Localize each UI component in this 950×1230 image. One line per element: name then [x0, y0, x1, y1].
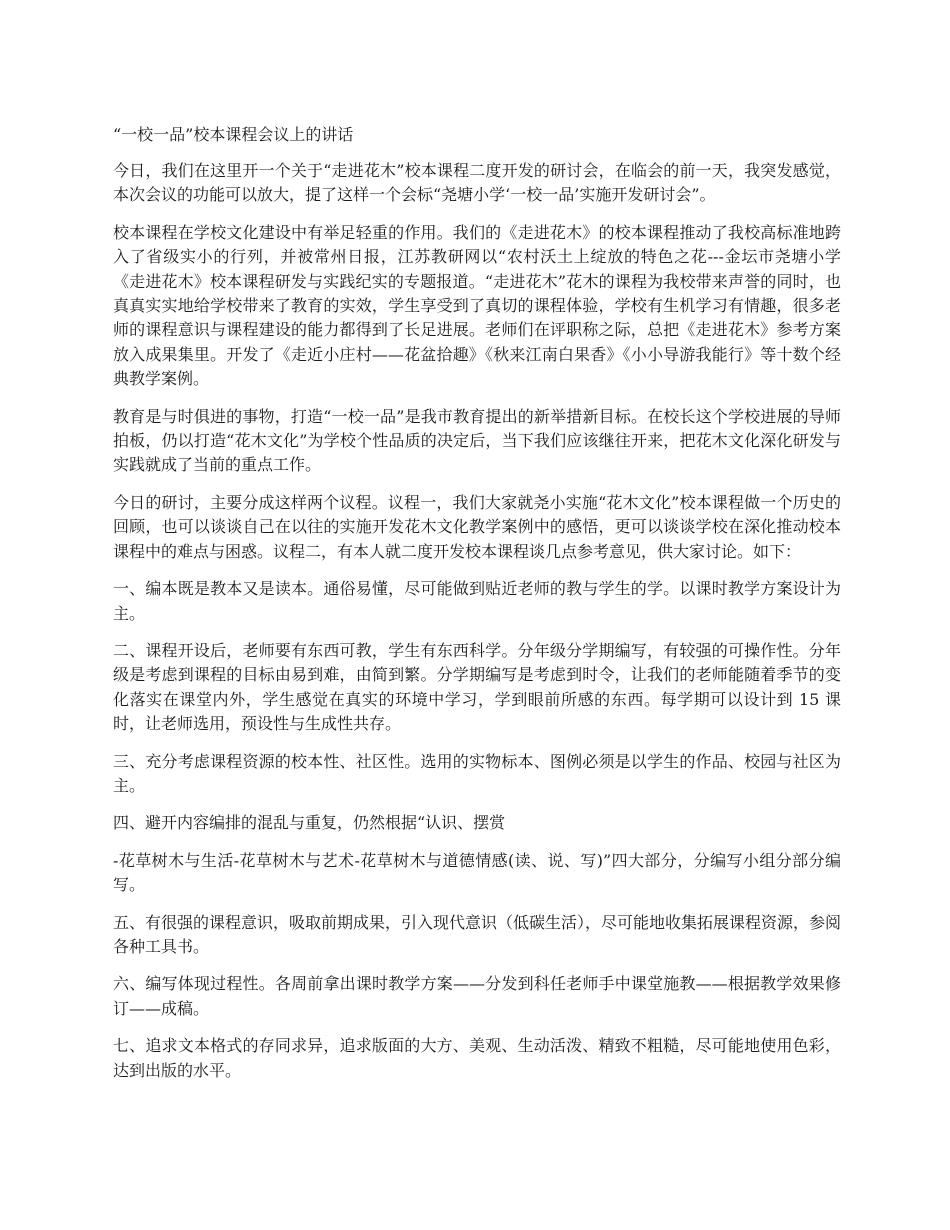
paragraph: -花草树木与生活-花草树木与艺术-花草树木与道德情感(读、说、写)”四大部分，分编写小组分部分编写。 [113, 850, 841, 895]
list-item: 二、课程开设后，老师要有东西可教，学生有东西科学。分年级分学期编写，有较强的可操作性。分年级是考虑到课程的目标由易到难，由简到繁。分学期编写是考虑到时令，让我们的老师能随着季节的变化落实在课堂内外，学生感觉在真实的环境中学习，学到眼前所感的东西。每学期可以设计到 15 课时，让老师选用，预设性与生成性共存。 [113, 640, 841, 734]
list-item: 七、追求文本格式的存同求异，追求版面的大方、美观、生动活泼、精致不粗糙，尽可能地使用色彩，达到出版的水平。 [113, 1036, 841, 1080]
list-item: 三、充分考虑课程资源的校本性、社区性。选用的实物标本、图例必须是以学生的作品、校园与社区为主。 [113, 751, 841, 795]
list-item: 四、避开内容编排的混乱与重复，仍然根据“认识、摆赏 [113, 813, 506, 833]
paragraph: 教育是与时俱进的事物，打造“一校一品”是我市教育提出的新举措新目标。在校长这个学校进展的导师拍板，仍以打造“花木文化”为学校个性品质的决定后，当下我们应该继往开来，把花木文化深化研发与实践就成了当前的重点工作。 [113, 406, 841, 475]
document-page [113, 122, 841, 1096]
list-item: 五、有很强的课程意识，吸取前期成果，引入现代意识（低碳生活），尽可能地收集拓展课程资源，参阅各种工具书。 [113, 912, 842, 956]
list-item: 六、编写体现过程性。各周前拿出课时教学方案——分发到科任老师手中课堂施教——根据教学效果修订——成稿。 [113, 974, 841, 1018]
paragraph: 今日的研讨，主要分成这样两个议程。议程一，我们大家就尧小实施“花木文化”校本课程做一个历史的回顾，也可以谈谈自己在以往的实施开发花木文化教学案例中的感悟，更可以谈谈学校在深化推动校本课程中的难点与困惑。议程二，有本人就二度开发校本课程谈几点参考意见，供大家讨论。如下： [113, 492, 841, 561]
list-item: 一、编本既是教本又是读本。通俗易懂，尽可能做到贴近老师的教与学生的学。以课时教学方案设计为主。 [113, 579, 841, 623]
paragraph: 今日，我们在这里开一个关于“走进花木”校本课程二度开发的研讨会，在临会的前一天，我突发感觉，本次会议的功能可以放大，提了这样一个会标“尧塘小学‘一校一品’实施开发研讨会”。 [113, 161, 841, 205]
paragraph: 校本课程在学校文化建设中有举足轻重的作用。我们的《走进花木》的校本课程推动了我校高标准地跨入了省级实小的行列，并被常州日报，江苏教研网以“农村沃土上绽放的特色之花---金坛市尧塘小学《走进花木》校本课程研发与实践纪实的专题报道。“走进花木”花木的课程为我校带来声誉的同时，也真真实实地给学校带来了教育的实效，学生享受到了真切的课程体验，学校有生机学习有情趣，很多老师的课程意识与课程建设的能力都得到了长足进展。老师们在评职称之际，总把《走进花木》参考方案放入成果集里。开发了《走近小庄村——花盆拾趣》《秋来江南白果香》《小小导游我能行》等十数个经典教学案例。 [113, 222, 841, 389]
document-title: “一校一品”校本课程会议上的讲话 [113, 125, 354, 144]
